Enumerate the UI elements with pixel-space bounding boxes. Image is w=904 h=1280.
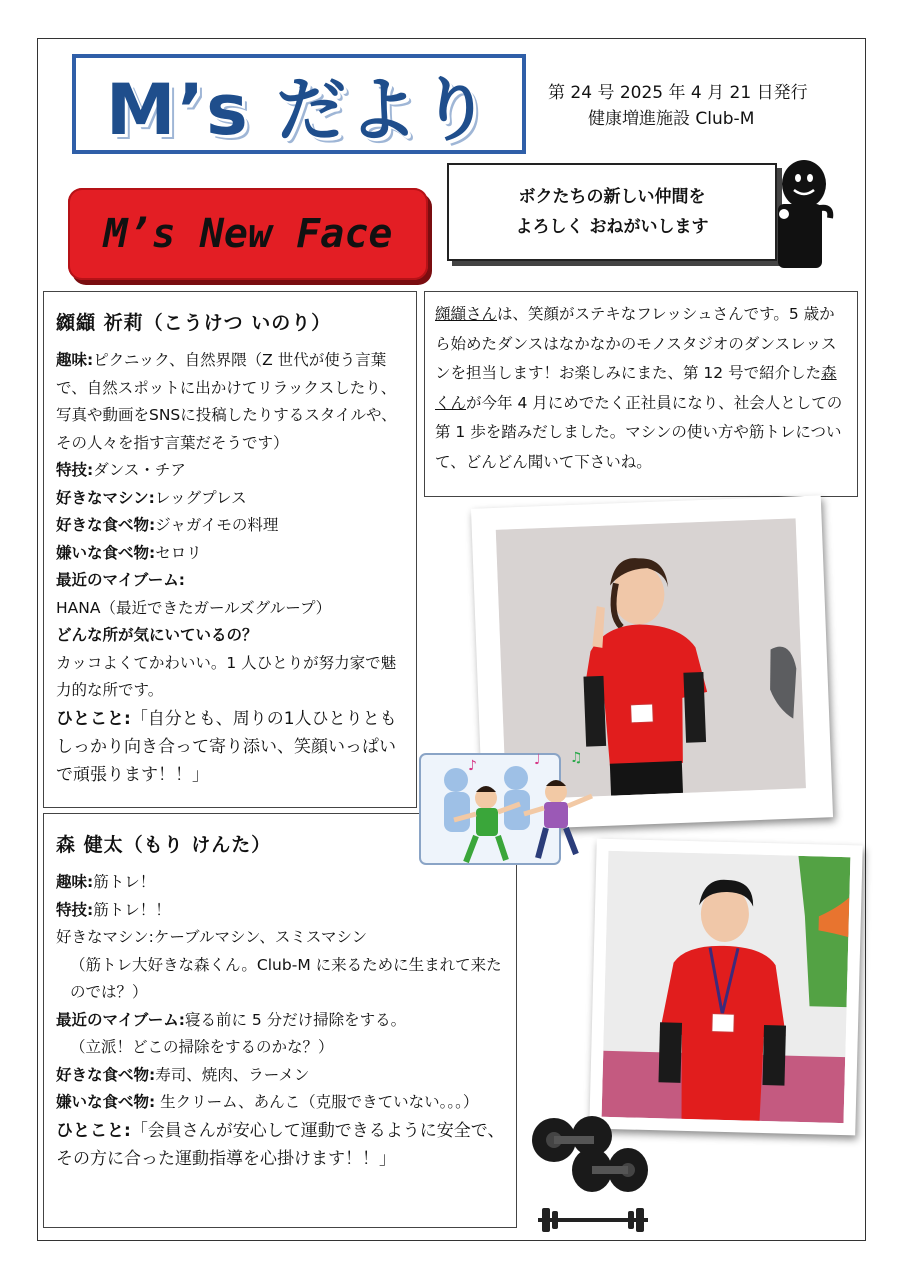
intro-name-koketsu: 纐纈さん [435,305,498,323]
boom-value: HANA（最近できたガールズグループ） [56,598,332,617]
photo-mori [589,839,863,1136]
dislike-value: セロリ [155,543,202,562]
food-value: ジャガイモの料理 [155,516,279,534]
dislike-label: 嫌いな食べ物: [56,1093,156,1111]
issue-info [548,80,848,132]
machine-note: （筋トレ大好きな森くん。Club-M に来るために生まれて来たのでは？） [70,955,502,1001]
boom-note: （立派！どこの掃除をするのかな？） [70,1038,334,1056]
speech-line-2: よろしく おねがいします [515,217,709,237]
intro-text-1: は、笑顔がステキなフレッシュさんです。5 歳から始めたダンスはなかなかのモノスタジオのダンスレッスンを担当します！お楽しみにまた、第 12 号で紹介した [435,305,837,382]
speech-line-1: ボクたちの新しい仲間を [518,187,706,207]
hobby-label: 趣味: [56,873,94,891]
word-value: 「会員さんが安心して運動できるように安全で、その方に合った運動指導を心掛けます！！」 [56,1120,505,1169]
new-face-label: M’s New Face [103,211,393,257]
skill-value: ダンス・チア [93,461,186,479]
boom-value: 寝る前に 5 分だけ掃除をする。 [184,1010,407,1029]
dumbbell-icon [528,1112,658,1242]
word-label: ひとこと: [56,1120,131,1141]
question-label: どんな所が気にいているの？ [56,626,258,644]
profile-koketsu [43,291,417,808]
question-answer: カッコよくてかわいい。1 人ひとりが努力家で魅力的な所です。 [56,653,397,699]
facility-line: 健康増進施設 Club-M [588,109,755,129]
hobby-value: ピクニック、自然界隈（Z 世代が使う言葉で、自然スポットに出かけてリラックスしたり、写真や動画をSNSに投稿したりするスタイルや、その人々を指す言葉だそうです） [56,351,397,452]
mascot-silhouette-icon [774,158,834,268]
machine-label: 好きなマシン: [56,488,155,507]
machine-value: レッグプレス [154,488,247,507]
issue-line: 第 24 号 2025 年 4 月 21 日発行 [548,83,808,103]
newsletter-title-box [72,54,526,154]
profile-name: 森 健太（もり けんた） [56,834,272,856]
dislike-value: 生クリーム、あんこ（克服できていない。。。） [155,1093,479,1111]
food-value: 寿司、焼肉、ラーメン [155,1065,310,1084]
profile-body [56,347,406,789]
speech-box [447,163,777,261]
skill-label: 特技: [56,461,94,479]
photo-mori-image [602,851,851,1123]
svg-text:♪: ♪ [468,758,477,774]
machine-text: 好きなマシン:ケーブルマシン、スミスマシン [56,928,368,946]
hobby-label: 趣味: [56,351,94,369]
intro-text-2: が今年 4 月にめでたく正社員になり、社会人としての第 1 歩を踏みだしました。マシンの使い方や筋トレについて、どんどん聞いて下さいね。 [435,393,843,471]
hobby-value: 筋トレ！ [93,873,156,891]
food-label: 好きな食べ物: [56,516,156,534]
svg-text:♩: ♩ [534,752,541,768]
word-value: 「自分とも、周りの1人ひとりともしっかり向き合って寄り添い、笑顔いっぱいで頑張ります！！」 [56,708,397,785]
svg-text:♫: ♫ [570,750,583,766]
skill-value: 筋トレ！！ [93,900,171,919]
skill-label: 特技: [56,900,94,919]
boom-label: 最近のマイブーム: [56,571,185,589]
profile-name: 纐纈 祈莉（こうけつ いのり） [56,312,332,334]
new-face-banner [68,188,428,280]
profile-mori [43,813,517,1228]
profile-body [56,869,506,1173]
intro-text-box [424,291,858,497]
food-label: 好きな食べ物: [56,1065,156,1084]
newsletter-title: M’s だより [105,68,493,151]
intro-name-mori: 森くん [435,364,837,412]
dislike-label: 嫌いな食べ物: [56,543,156,562]
boom-label: 最近のマイブーム: [56,1010,185,1029]
dancing-kids-illustration [416,740,616,870]
word-label: ひとこと: [56,708,131,729]
